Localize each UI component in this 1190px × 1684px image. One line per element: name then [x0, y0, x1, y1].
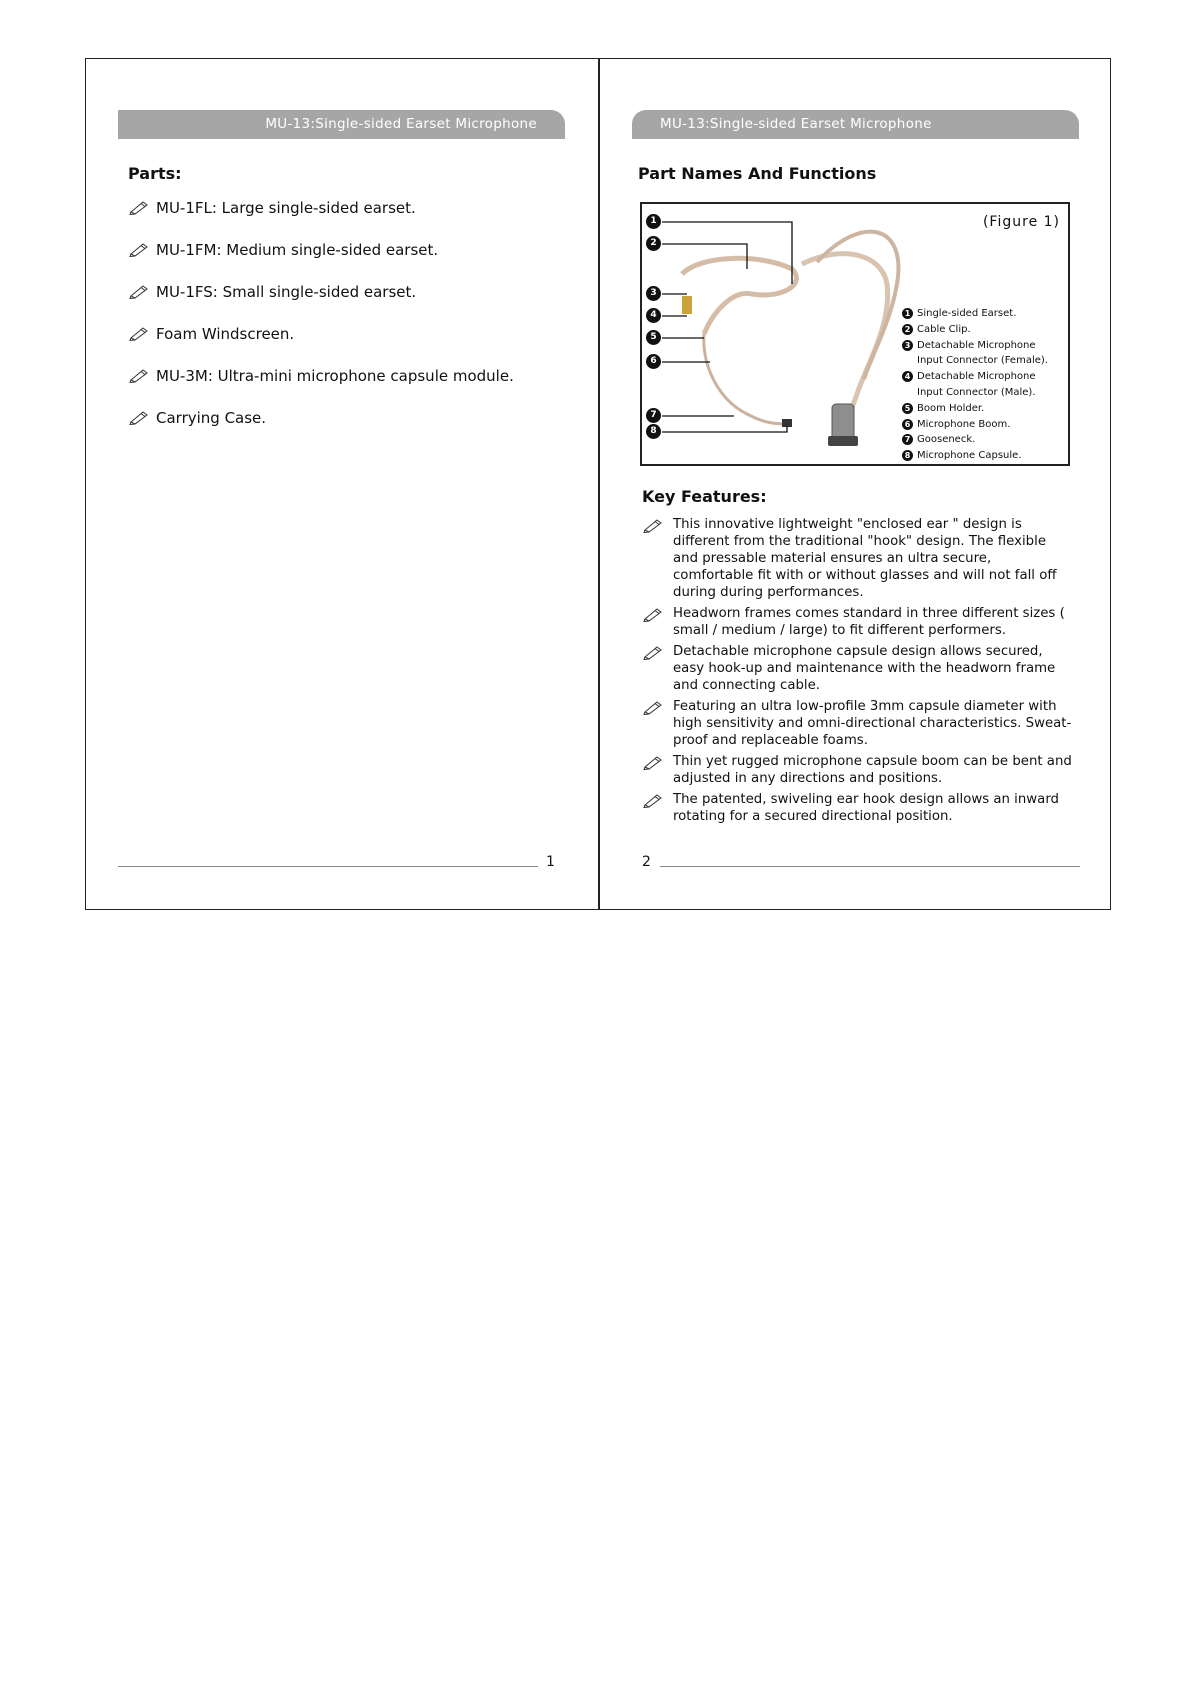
- figure-1: [640, 202, 1070, 466]
- callout-badge: 5: [646, 330, 661, 345]
- capsule: [782, 419, 792, 427]
- connector-gold: [682, 296, 692, 314]
- leader-8: [662, 426, 787, 432]
- page-header: MU-13:Single-sided Earset Microphone: [118, 110, 565, 139]
- callout-badge: 3: [646, 286, 661, 301]
- legend-item: 5 Boom Holder.: [902, 401, 1070, 417]
- parts-title: Parts:: [128, 164, 182, 183]
- legend-item: 6 Microphone Boom.: [902, 417, 1070, 433]
- parts-list: [128, 199, 568, 451]
- pencil-icon: [642, 792, 664, 808]
- legend-item: 7 Gooseneck.: [902, 432, 1070, 448]
- pencil-icon: [642, 699, 664, 715]
- callout-badge: 1: [646, 214, 661, 229]
- legend-item: 2 Cable Clip.: [902, 322, 1070, 338]
- leader-1: [662, 222, 792, 284]
- figure-legend: [902, 306, 1070, 464]
- page-number: 1: [546, 854, 555, 870]
- list-item: The patented, swiveling ear hook design allows an inward rotating for a secured directional position.: [642, 791, 1072, 825]
- callout-badge: 4: [646, 308, 661, 323]
- callout-badge: 7: [646, 408, 661, 423]
- pencil-icon: [128, 199, 150, 215]
- pencil-icon: [128, 325, 150, 341]
- callout-badge: 2: [646, 236, 661, 251]
- footer-rule: [660, 866, 1080, 867]
- list-item: MU-3M: Ultra-mini microphone capsule module.: [128, 367, 568, 409]
- list-item: Featuring an ultra low-profile 3mm capsule diameter with high sensitivity and omni-directional characteristics. Sweat-proof and replaceable foams.: [642, 698, 1072, 749]
- legend-item: 8 Microphone Capsule.: [902, 448, 1070, 464]
- list-item: MU-1FS: Small single-sided earset.: [128, 283, 568, 325]
- page-1: [86, 59, 598, 909]
- list-item: MU-1FM: Medium single-sided earset.: [128, 241, 568, 283]
- pencil-icon: [642, 606, 664, 622]
- legend-item: 4 Detachable Microphone Input Connector (Male).: [902, 369, 1070, 401]
- list-item: Thin yet rugged microphone capsule boom can be bent and adjusted in any directions and positions.: [642, 753, 1072, 787]
- ear-loop: [682, 258, 796, 334]
- pencil-icon: [128, 283, 150, 299]
- pencil-icon: [642, 754, 664, 770]
- page-header: MU-13:Single-sided Earset Microphone: [632, 110, 1079, 139]
- legend-item: 3 Detachable Microphone Input Connector (Female).: [902, 338, 1070, 370]
- mic-boom: [704, 334, 787, 424]
- callout-badge: 8: [646, 424, 661, 439]
- pencil-icon: [642, 644, 664, 660]
- key-features-title: Key Features:: [642, 487, 767, 506]
- page-2: [600, 59, 1110, 909]
- list-item: Detachable microphone capsule design allows secured, easy hook-up and maintenance with the headworn frame and connecting cable.: [642, 643, 1072, 694]
- page-number: 2: [642, 854, 651, 870]
- part-names-title: Part Names And Functions: [638, 164, 877, 183]
- manual-spread: [85, 58, 1111, 910]
- list-item: Carrying Case.: [128, 409, 568, 451]
- pencil-icon: [128, 241, 150, 257]
- callout-badge: 6: [646, 354, 661, 369]
- list-item: This innovative lightweight "enclosed ear " design is different from the traditional "hook" design. The flexible and pressable material ensures an ultra secure, comfortable fit with or without glasses and will not fall off during during performances.: [642, 516, 1072, 601]
- list-item: MU-1FL: Large single-sided earset.: [128, 199, 568, 241]
- connector-end: [828, 436, 858, 446]
- list-item: Headworn frames comes standard in three different sizes ( small / medium / large) to fit different performers.: [642, 605, 1072, 639]
- pencil-icon: [128, 367, 150, 383]
- figure-caption: (Figure 1): [982, 214, 1060, 230]
- list-item: Foam Windscreen.: [128, 325, 568, 367]
- pencil-icon: [642, 517, 664, 533]
- footer-rule: [118, 866, 538, 867]
- features-list: [642, 516, 1072, 829]
- pencil-icon: [128, 409, 150, 425]
- legend-item: 1 Single-sided Earset.: [902, 306, 1070, 322]
